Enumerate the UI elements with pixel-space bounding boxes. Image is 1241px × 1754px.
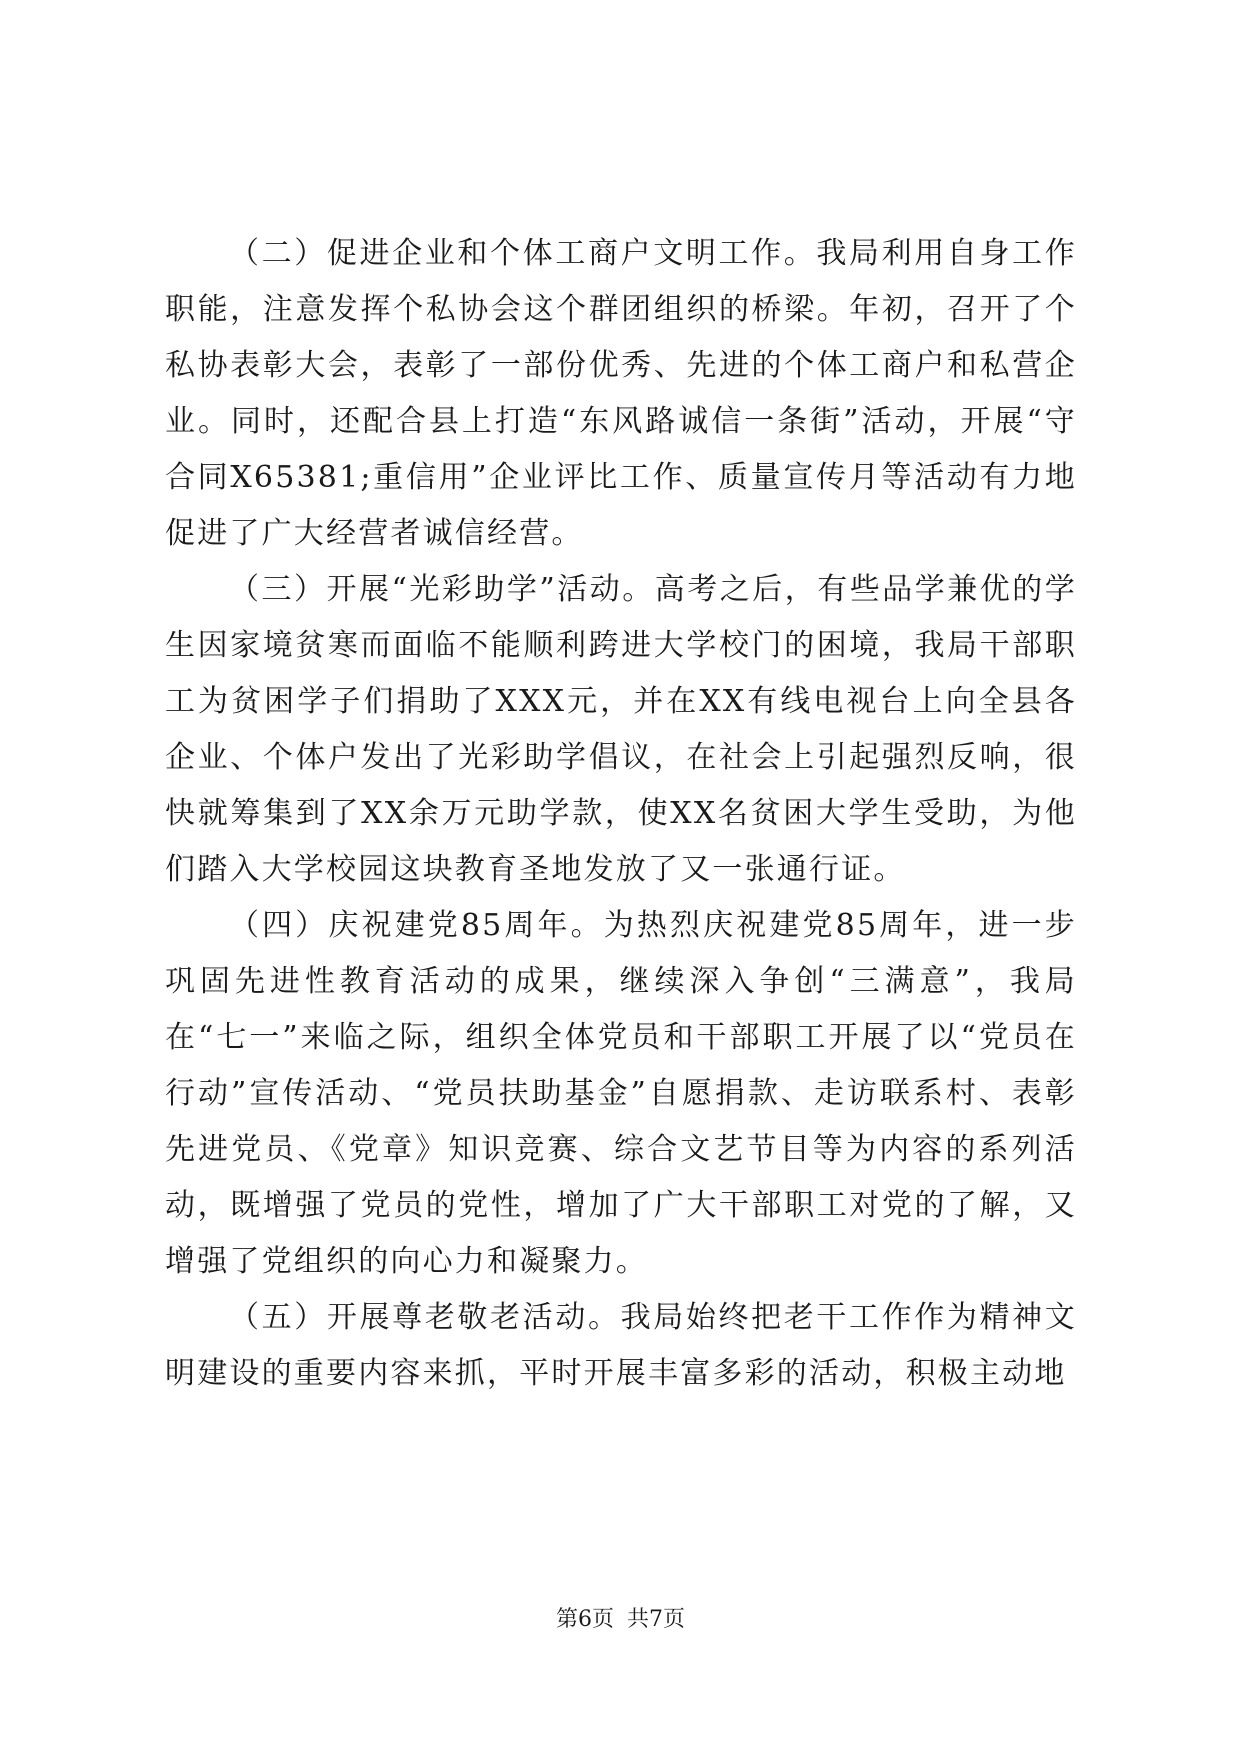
paragraph-4: （四）庆祝建党85周年。为热烈庆祝建党85周年，进一步巩固先进性教育活动的成果，继续深入争创“三满意”，我局在“七一”来临之际，组织全体党员和干部职工开展了以“党员在行动”宣传活动、“党员扶助基金”自愿捐款、走访联系村、表彰先进党员、《党章》知识竞赛、综合文艺节目等为内容的系列活动，既增强了党员的党性，增加了广大干部职工对党的了解，又增强了党组织的向心力和凝聚力。 <box>165 908 1077 1279</box>
page-footer <box>0 1606 1241 1634</box>
total-page-count: 共7页 <box>627 1607 685 1632</box>
paragraph-5: （五）开展尊老敬老活动。我局始终把老干工作作为精神文明建设的重要内容来抓，平时开展丰富多彩的活动，积极主动地 <box>165 1300 1077 1391</box>
current-page-number: 第6页 <box>556 1607 614 1632</box>
paragraph-2: （二）促进企业和个体工商户文明工作。我局利用自身工作职能，注意发挥个私协会这个群团组织的桥梁。年初，召开了个私协表彰大会，表彰了一部份优秀、先进的个体工商户和私营企业。同时，还配合县上打造“东风路诚信一条街”活动，开展“守合同X65381;重信用”企业评比工作、质量宣传月等活动有力地促进了广大经营者诚信经营。 <box>165 236 1077 551</box>
paragraph-3: （三）开展“光彩助学”活动。高考之后，有些品学兼优的学生因家境贫寒而面临不能顺利跨进大学校门的困境，我局干部职工为贫困学子们捐助了XXX元，并在XX有线电视台上向全县各企业、个体户发出了光彩助学倡议，在社会上引起强烈反响，很快就筹集到了XX余万元助学款，使XX名贫困大学生受助，为他们踏入大学校园这块教育圣地发放了又一张通行证。 <box>165 572 1077 887</box>
document-body <box>165 226 1077 1402</box>
